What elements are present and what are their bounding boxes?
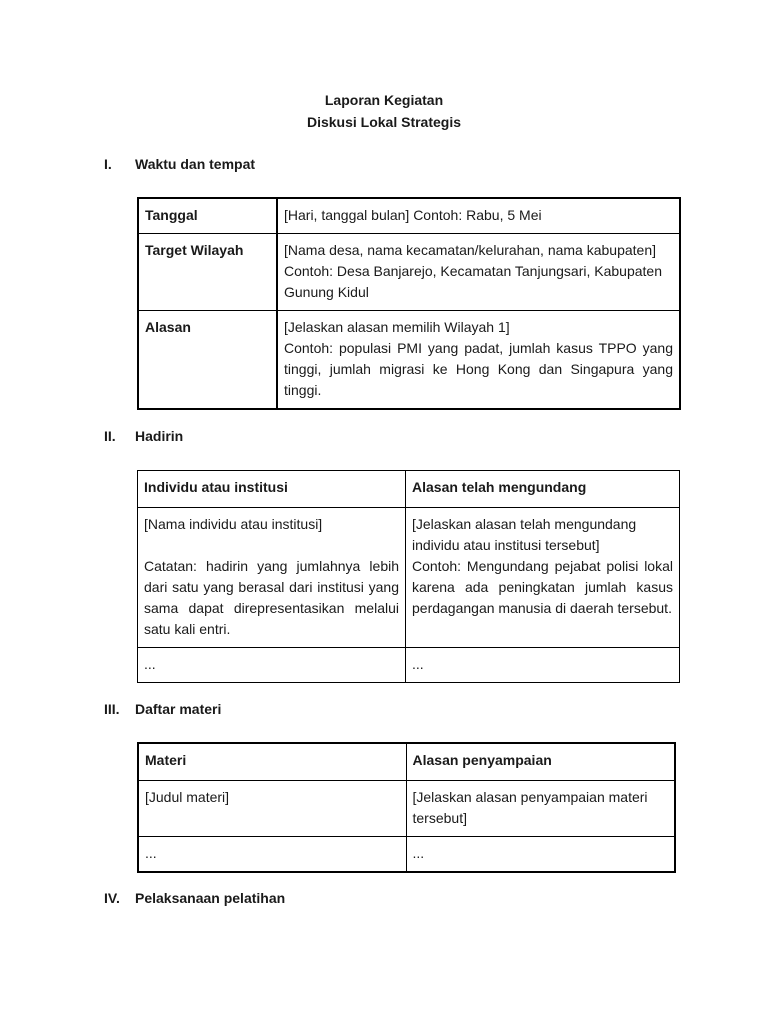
table-row <box>138 781 675 837</box>
table-cell: ... <box>138 648 406 683</box>
report-title: Laporan Kegiatan <box>324 92 444 108</box>
section-heading-pelaksanaan <box>104 890 285 906</box>
report-subtitle: Diskusi Lokal Strategis <box>306 114 462 130</box>
alasan-placeholder: [Jelaskan alasan memilih Wilayah 1] <box>284 319 510 335</box>
table-cell: ... <box>406 837 675 873</box>
section-label: Pelaksanaan pelatihan <box>135 890 286 906</box>
cell-text: [Jelaskan alasan telah mengundang individu atau institusi tersebut] <box>412 516 637 553</box>
table-row <box>138 234 680 311</box>
row-label-target-wilayah: Target Wilayah <box>138 234 277 311</box>
section-label: Daftar materi <box>135 701 222 717</box>
row-value-alasan <box>277 311 680 410</box>
table-cell <box>138 508 406 648</box>
table-header-row <box>138 471 680 508</box>
row-value-tanggal: [Hari, tanggal bulan] Contoh: Rabu, 5 Mei <box>277 198 680 234</box>
row-value-target-wilayah: [Nama desa, nama kecamatan/kelurahan, nama kabupaten] Contoh: Desa Banjarejo, Kecamatan Tanjungsari, Kabupaten Gunung Kidul <box>277 234 680 311</box>
section-number: II. <box>104 428 116 444</box>
table-row <box>138 311 680 410</box>
table-row <box>138 837 675 873</box>
section-label: Hadirin <box>135 428 184 444</box>
alasan-example: Contoh: populasi PMI yang padat, jumlah kasus TPPO yang tinggi, jumlah migrasi ke Hong Kong dan Singapura yang tinggi. <box>284 340 673 398</box>
column-header: Materi <box>138 743 406 781</box>
table-row <box>138 198 680 234</box>
cell-note: Catatan: hadirin yang jumlahnya lebih dari satu yang berasal dari institusi yang sama dapat direpresentasikan melalui satu kali entri. <box>144 558 399 637</box>
table-header-row <box>138 743 675 781</box>
table-cell: [Judul materi] <box>138 781 406 837</box>
section-number: IV. <box>104 890 120 906</box>
section-number: III. <box>104 701 120 717</box>
section-number: I. <box>104 156 112 172</box>
materi-table <box>137 742 676 873</box>
row-label-tanggal: Tanggal <box>138 198 277 234</box>
table-row <box>138 508 680 648</box>
column-header: Individu atau institusi <box>138 471 406 508</box>
waktu-tempat-table <box>137 197 681 410</box>
section-heading-hadirin <box>104 428 183 444</box>
table-cell: ... <box>406 648 680 683</box>
table-cell <box>406 508 680 648</box>
section-heading-daftar-materi <box>104 701 221 717</box>
cell-example: Contoh: Mengundang pejabat polisi lokal karena ada peningkatan jumlah kasus perdagangan manusia di daerah tersebut. <box>412 558 673 616</box>
table-cell: [Jelaskan alasan penyampaian materi tersebut] <box>406 781 675 837</box>
section-heading-waktu <box>104 156 255 172</box>
cell-text: [Nama individu atau institusi] <box>144 516 323 532</box>
column-header: Alasan telah mengundang <box>406 471 680 508</box>
table-cell: ... <box>138 837 406 873</box>
table-row <box>138 648 680 683</box>
section-label: Waktu dan tempat <box>135 156 256 172</box>
column-header: Alasan penyampaian <box>406 743 675 781</box>
row-label-alasan: Alasan <box>138 311 277 410</box>
hadirin-table <box>137 470 680 683</box>
